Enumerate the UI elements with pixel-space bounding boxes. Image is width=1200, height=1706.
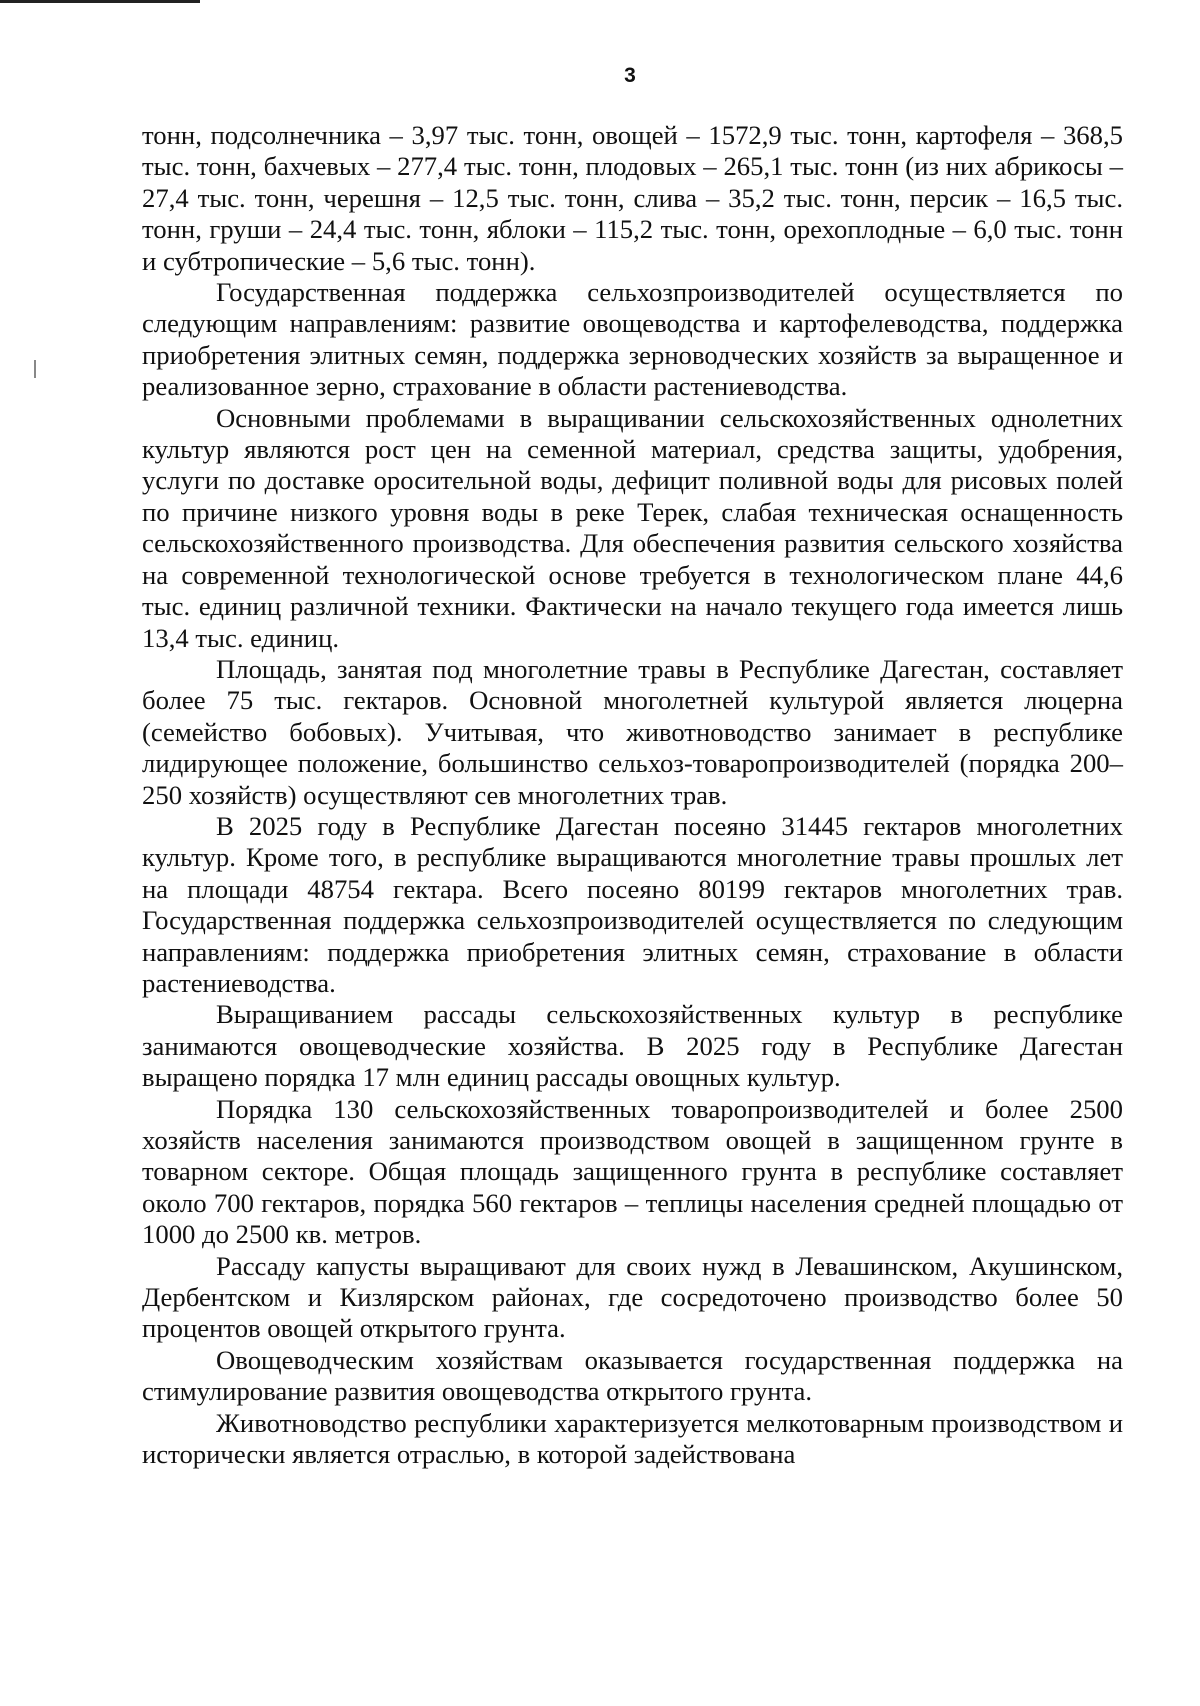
document-body <box>142 120 1123 1470</box>
page-number: 3 <box>624 64 636 87</box>
paragraph-state-support: Государственная поддержка сельхозпроизводителей осуществляется по следующим направлениям: развитие овощеводства и картофелеводства, поддержка приобретения элитных семян, поддержка зерноводческих хозяйств за выращенное и реализованное зерно, страхование в области растениеводства. <box>142 277 1123 402</box>
paragraph-continuation: тонн, подсолнечника – 3,97 тыс. тонн, овощей – 1572,9 тыс. тонн, картофеля – 368,5 тыс. тонн, бахчевых – 277,4 тыс. тонн, плодовых – 265,1 тыс. тонн (из них абрикосы – 27,4 тыс. тонн, черешня – 12,5 тыс. тонн, слива – 35,2 тыс. тонн, персик – 16,5 тыс. тонн, груши – 24,4 тыс. тонн, яблоки – 115,2 тыс. тонн, орехоплодные – 6,0 тыс. тонн и субтропические – 5,6 тыс. тонн). <box>142 120 1123 276</box>
paragraph-problems: Основными проблемами в выращивании сельскохозяйственных однолетних культур являются рост цен на семенной материал, средства защиты, удобрения, услуги по доставке оросительной воды, дефицит поливной воды для рисовых полей по причине низкого уровня воды в реке Терек, слабая техническая оснащенность сельскохозяйственного производства. Для обеспечения развития сельского хозяйства на современной технологической основе требуется в технологическом плане 44,6 тыс. единиц различной техники. Фактически на начало текущего года имеется лишь 13,4 тыс. единиц. <box>142 402 1123 653</box>
paragraph-vegetable-support: Овощеводческим хозяйствам оказывается государственная поддержка на стимулирование развития овощеводства открытого грунта. <box>142 1344 1123 1407</box>
paragraph-perennial-grasses: Площадь, занятая под многолетние травы в Республике Дагестан, составляет более 75 тыс. гектаров. Основной многолетней культурой является люцерна (семейство бобовых). Учитывая, что животноводство занимает в республике лидирующее положение, большинство сельхоз-товаропроизводителей (порядка 200–250 хозяйств) осуществляют сев многолетних трав. <box>142 653 1123 810</box>
paragraph-seedlings: Выращиванием рассады сельскохозяйственных культур в республике занимаются овощеводческие хозяйства. В 2025 году в Республике Дагестан выращено порядка 17 млн единиц рассады овощных культур. <box>142 999 1123 1093</box>
paragraph-livestock: Животноводство республики характеризуется мелкотоварным производством и исторически является отраслью, в которой задействована <box>142 1407 1123 1470</box>
scan-edge-mark <box>0 0 200 3</box>
scan-margin-mark <box>34 360 36 378</box>
paragraph-cabbage: Рассаду капусты выращивают для своих нужд в Левашинском, Акушинском, Дербентском и Кизлярском районах, где сосредоточено производство более 50 процентов овощей открытого грунта. <box>142 1250 1123 1344</box>
paragraph-protected-ground: Порядка 130 сельскохозяйственных товаропроизводителей и более 2500 хозяйств населения занимаются производством овощей в защищенном грунте в товарном секторе. Общая площадь защищенного грунта в республике составляет около 700 гектаров, порядка 560 гектаров – теплицы населения средней площадью от 1000 до 2500 кв. метров. <box>142 1093 1123 1250</box>
paragraph-2025-sowing: В 2025 году в Республике Дагестан посеяно 31445 гектаров многолетних культур. Кроме того, в республике выращиваются многолетние травы прошлых лет на площади 48754 гектара. Всего посеяно 80199 гектаров многолетних трав. Государственная поддержка сельхозпроизводителей осуществляется по следующим направлениям: поддержка приобретения элитных семян, страхование в области растениеводства. <box>142 810 1123 998</box>
